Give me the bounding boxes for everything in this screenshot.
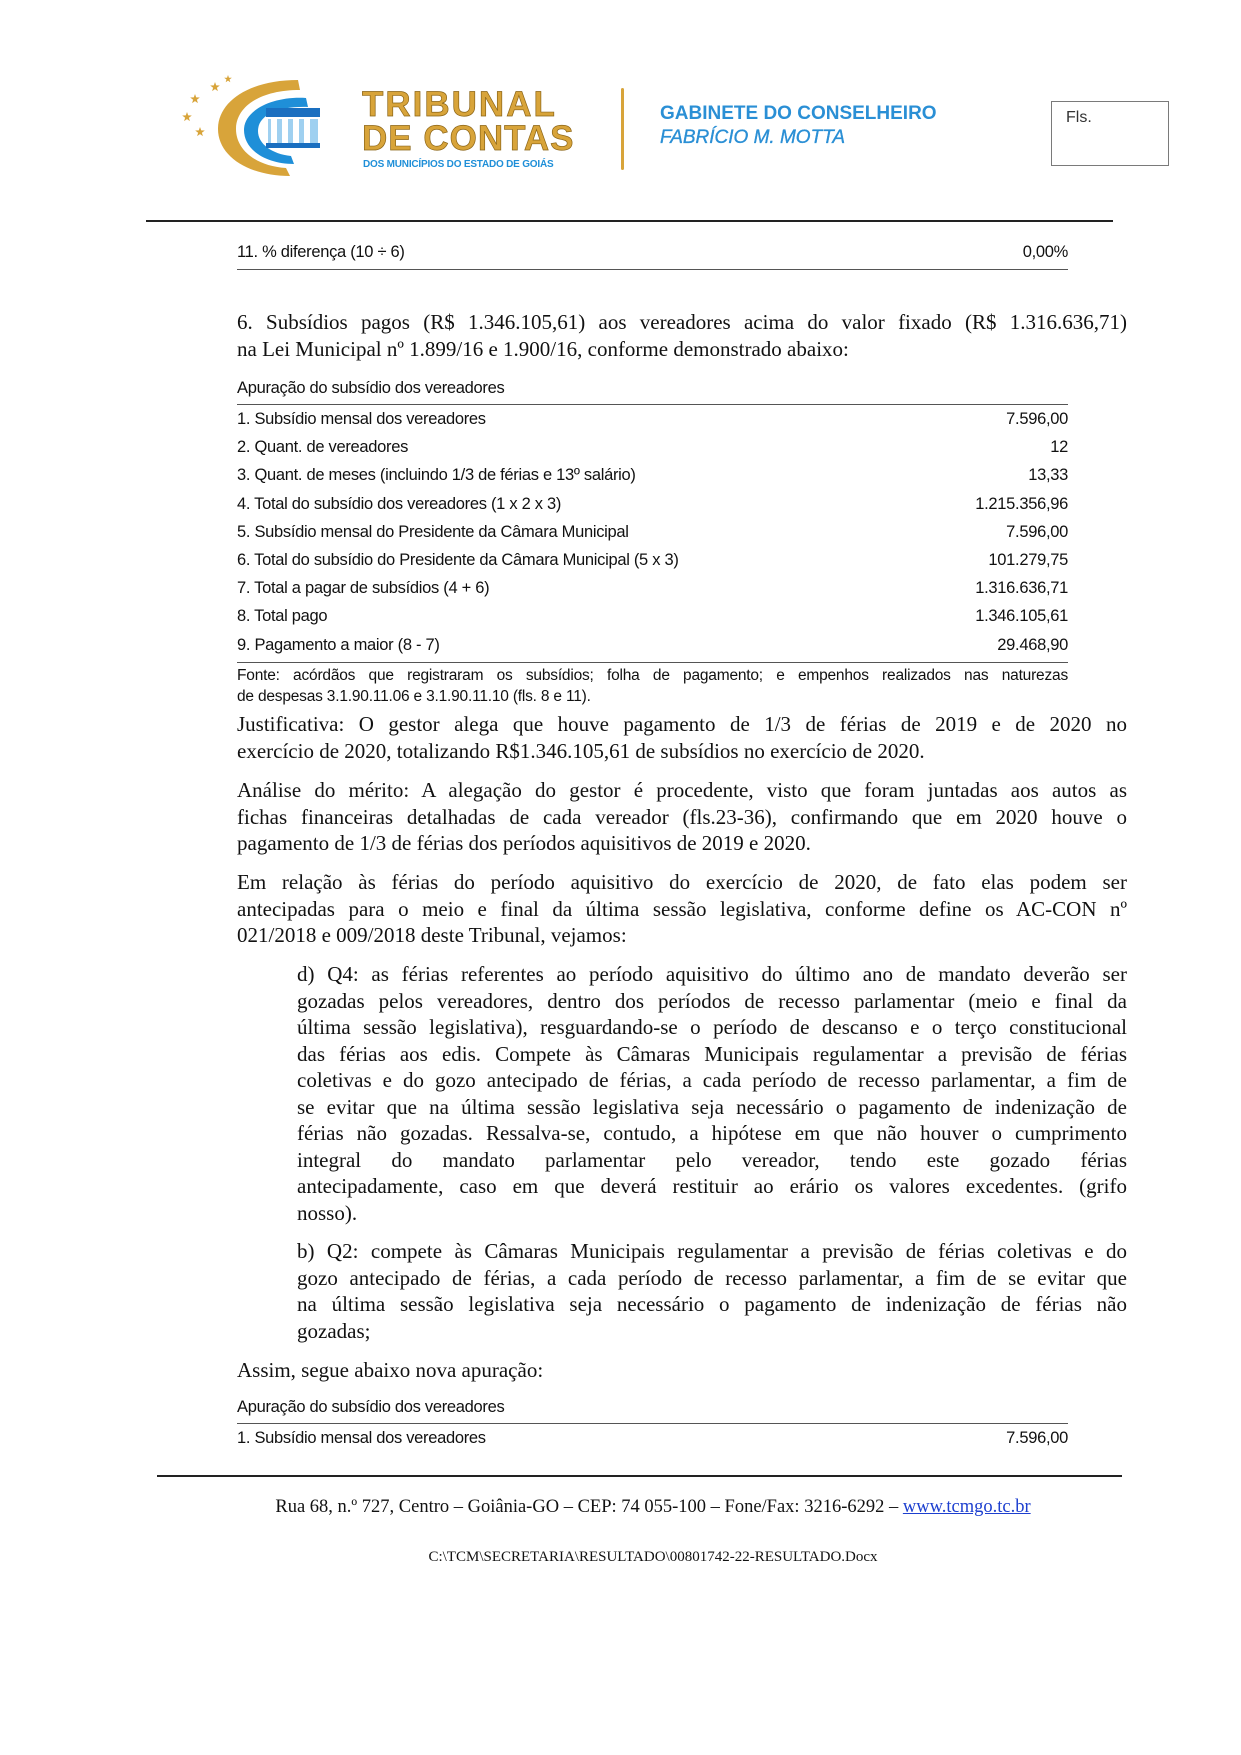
row-value: 0,00% xyxy=(1022,243,1068,261)
logo-column xyxy=(282,119,288,143)
quote-d-paragraph xyxy=(297,961,1127,1226)
logo-star-icon xyxy=(195,127,205,136)
text-line: se evitar que na última sessão legislativa seja necessário o pagamento de indenização de xyxy=(297,1094,1127,1119)
justificativa-paragraph xyxy=(237,711,1127,764)
text-line: gozadas; xyxy=(297,1318,371,1343)
text-line: fichas financeiras detalhadas de cada vereador (fls.23-36), confirmando que em 2020 houve o xyxy=(237,804,1127,829)
logo-star-icon xyxy=(182,112,192,121)
row-label: 8. Total pago xyxy=(237,607,328,626)
table-title: Apuração do subsídio dos vereadores xyxy=(237,1394,1068,1424)
website-link[interactable]: www.tcmgo.tc.br xyxy=(902,1497,1031,1517)
text-line: férias não gozadas. Ressalva-se, contudo, a hipótese em que não houver o cumprimento xyxy=(297,1121,1127,1145)
text-line: nosso). xyxy=(297,1200,358,1225)
row-value: 7.596,00 xyxy=(1006,522,1068,541)
footer-file-path: C:\TCM\SECRETARIA\RESULTADO\00801742-22-RESULTADO.Docx xyxy=(428,1549,878,1565)
text-line: 021/2018 e 009/2018 deste Tribunal, vejamos: xyxy=(237,923,627,947)
row-value: 7.596,00 xyxy=(1006,410,1068,428)
text-line: coletivas e do gozo antecipado de férias, a cada período de recesso parlamentar, a fim de xyxy=(297,1068,1127,1092)
logo-tagline: DOS MUNICÍPIOS DO ESTADO DE GOIÁS xyxy=(363,159,554,170)
logo-star-icon xyxy=(190,94,200,103)
table-row xyxy=(237,546,1068,574)
row-value: 1.215.356,96 xyxy=(975,494,1068,513)
text-line: Assim, segue abaixo nova apuração: xyxy=(237,1358,544,1382)
table-row xyxy=(237,631,1068,659)
table-row xyxy=(237,238,1068,270)
row-label: 11. % diferença (10 ÷ 6) xyxy=(237,243,405,261)
row-value: 1.316.636,71 xyxy=(975,579,1068,598)
previous-table-tail xyxy=(237,238,1068,270)
text-line: gozadas pelos vereadores, dentro dos períodos de recesso parlamentar (meio e final da xyxy=(297,988,1127,1013)
table-row xyxy=(237,405,1068,433)
logo-building-base xyxy=(266,143,320,148)
header-divider xyxy=(621,88,624,170)
text-line: b) Q2: compete às Câmaras Municipais regulamentar a previsão de férias coletivas e do xyxy=(297,1239,1127,1263)
text-line: 6. Subsídios pagos (R$ 1.346.105,61) aos vereadores acima do valor fixado (R$ 1.316.636,71) xyxy=(237,310,1127,334)
tcm-emblem-icon xyxy=(178,74,328,178)
table-title: Apuração do subsídio dos vereadores xyxy=(237,375,1068,405)
text-line: antecipadas para o meio e final da última sessão legislativa, conforme define os AC-CON nº xyxy=(237,896,1127,921)
table-row xyxy=(237,518,1068,546)
logo-column xyxy=(293,119,299,143)
row-value: 13,33 xyxy=(1028,466,1068,485)
logo-title-line2: DE CONTAS xyxy=(362,119,575,158)
logo-building-roof xyxy=(266,108,320,117)
text-line: na Lei Municipal nº 1.899/16 e 1.900/16, conforme demonstrado abaixo: xyxy=(237,336,849,361)
text-line: pagamento de 1/3 de férias dos períodos aquisitivos de 2019 e 2020. xyxy=(237,831,811,855)
text-line: Fonte: acórdãos que registraram os subsídios; folha de pagamento; e empenhos realizados nas naturezas xyxy=(237,667,1068,684)
page-number-box xyxy=(1051,101,1169,166)
relacao-paragraph xyxy=(237,869,1127,949)
analise-paragraph xyxy=(237,777,1127,857)
item-6-paragraph xyxy=(237,309,1127,362)
row-label: 2. Quant. de vereadores xyxy=(237,438,409,457)
office-name: FABRÍCIO M. MOTTA xyxy=(660,127,846,148)
table-row xyxy=(237,490,1068,518)
row-label: 6. Total do subsídio do Presidente da Câmara Municipal (5 x 3) xyxy=(237,550,679,569)
table-row xyxy=(237,602,1068,630)
table-body xyxy=(237,405,1068,663)
table-row xyxy=(237,574,1068,602)
row-label: 5. Subsídio mensal do Presidente da Câmara Municipal xyxy=(237,522,629,541)
text-line: integral do mandato parlamentar pelo vereador, tendo este gozado férias xyxy=(297,1147,1127,1172)
row-value: 101.279,75 xyxy=(988,550,1068,569)
text-line: d) Q4: as férias referentes ao período aquisitivo do último ano de mandato deverão ser xyxy=(297,962,1127,986)
row-value: 7.596,00 xyxy=(1006,1429,1068,1447)
text-line: última sessão legislativa), resguardando-se o período de descanso e o terço constitucional xyxy=(297,1015,1127,1039)
row-label: 9. Pagamento a maior (8 - 7) xyxy=(237,635,440,654)
logo-column xyxy=(271,119,277,143)
row-label: 7. Total a pagar de subsídios (4 + 6) xyxy=(237,579,490,598)
subsidy-table xyxy=(237,375,1068,663)
row-label: 1. Subsídio mensal dos vereadores xyxy=(237,1429,486,1447)
text-line: Análise do mérito: A alegação do gestor é procedente, visto que foram juntadas aos autos as xyxy=(237,778,1127,802)
text-line: antecipadamente, caso em que deverá restituir ao erário os valores excedentes. (grifo xyxy=(297,1174,1127,1198)
text-line: das férias aos edis. Compete às Câmaras Municipais regulamentar a previsão de férias xyxy=(297,1041,1127,1066)
footer-address-text: Rua 68, n.º 727, Centro – Goiânia-GO – CEP: 74 055-100 – Fone/Fax: 3216-6292 – xyxy=(275,1497,903,1517)
table-row xyxy=(237,1424,1068,1452)
quote-b-paragraph xyxy=(297,1238,1127,1344)
table-row xyxy=(237,433,1068,461)
text-line: na última sessão legislativa seja necessário o pagamento de indenização de férias não xyxy=(297,1292,1127,1316)
text-line: gozo antecipado de férias, a cada período de recesso parlamentar, a fim de se evitar que xyxy=(297,1265,1127,1290)
logo-column xyxy=(304,119,310,143)
row-value: 29.468,90 xyxy=(997,635,1068,654)
row-label: 3. Quant. de meses (incluindo 1/3 de férias e 13º salário) xyxy=(237,466,636,485)
logo-star-icon xyxy=(224,75,232,82)
table-source-note xyxy=(237,665,1068,708)
assim-paragraph xyxy=(237,1357,1127,1384)
text-line: Justificativa: O gestor alega que houve pagamento de 1/3 de férias de 2019 e de 2020 no xyxy=(237,712,1127,736)
row-value: 12 xyxy=(1050,438,1068,457)
row-label: 4. Total do subsídio dos vereadores (1 x 2 x 3) xyxy=(237,494,562,513)
logo-title-line1: TRIBUNAL xyxy=(362,85,557,124)
header-rule xyxy=(146,220,1113,222)
footer-rule xyxy=(157,1475,1122,1477)
office-title: GABINETE DO CONSELHEIRO xyxy=(660,103,937,124)
table-row xyxy=(237,461,1068,489)
text-line: de despesas 3.1.90.11.06 e 3.1.90.11.10 (fls. 8 e 11). xyxy=(237,688,591,706)
page-number-label: Fls. xyxy=(1066,109,1092,126)
row-value: 1.346.105,61 xyxy=(975,607,1068,626)
text-line: exercício de 2020, totalizando R$1.346.105,61 de subsídios no exercício de 2020. xyxy=(237,738,925,763)
new-subsidy-table xyxy=(237,1394,1068,1452)
table-body xyxy=(237,1424,1068,1452)
logo-star-icon xyxy=(210,82,220,91)
row-label: 1. Subsídio mensal dos vereadores xyxy=(237,410,486,428)
footer-address xyxy=(157,1495,1149,1519)
text-line: Em relação às férias do período aquisitivo do exercício de 2020, de fato elas podem ser xyxy=(237,870,1127,894)
